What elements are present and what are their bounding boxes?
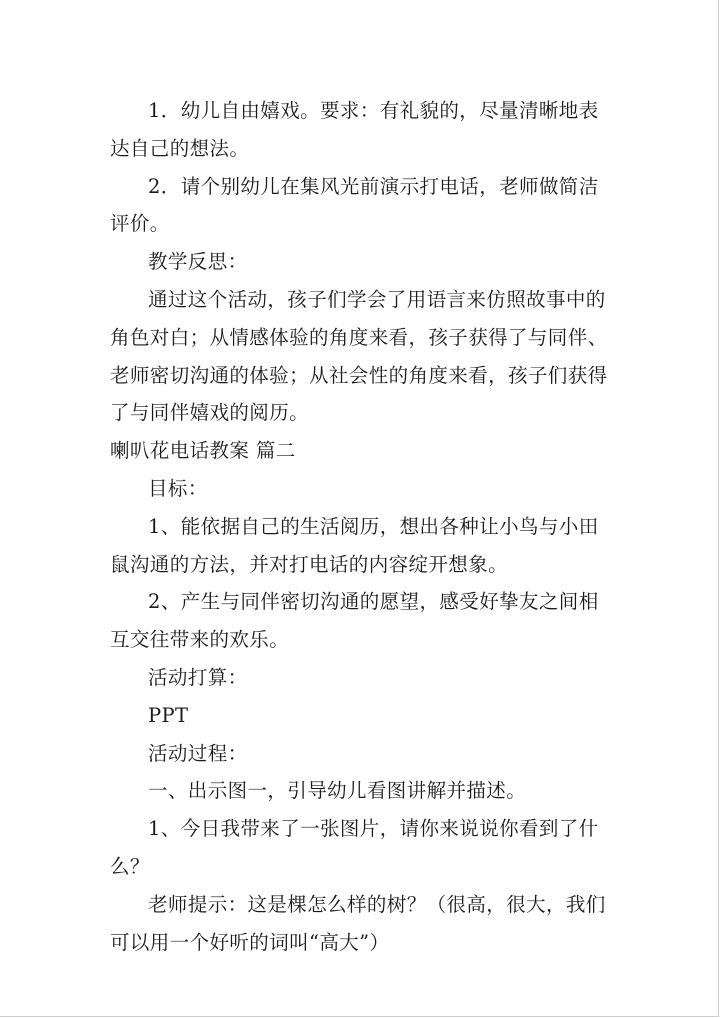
paragraph-step-1: 一、出示图一，引导幼儿看图讲解并描述。 <box>148 779 527 803</box>
paragraph-reflection: 通过这个活动，孩子们学会了用语言来仿照故事中的角色对白；从情感体验的角度来看，孩子获得了与同伴、老师密切沟通的体验；从社会性的角度来看，孩子们获得了与同伴嬉戏的阅历。 <box>110 287 608 425</box>
paragraph-preparation-label: 活动打算： <box>148 665 248 689</box>
paragraph-preparation: PPT <box>148 703 189 727</box>
paragraph-goal-2: 2、产生与同伴密切沟通的愿望，感受好挚友之间相互交往带来的欢乐。 <box>110 590 599 652</box>
document-body <box>110 92 615 961</box>
paragraph-process-label: 活动过程： <box>148 741 248 765</box>
paragraph-goals-label: 目标： <box>148 476 208 500</box>
paragraph-reflection-label: 教学反思： <box>148 250 248 274</box>
paragraph-step-1-1: 1、今日我带来了一张图片，请你来说说你看到了什么？ <box>110 817 599 878</box>
paragraph-goal-1: 1、能依据自己的生活阅历，想出各种让小鸟与小田鼠沟通的方法，并对打电话的内容绽开想象。 <box>110 514 599 576</box>
section-heading: 喇叭花电话教案 篇二 <box>110 439 296 463</box>
paragraph-teacher-hint: 老师提示：这是棵怎么样的树？（很高，很大，我们可以用一个好听的词叫“高大”） <box>110 892 606 954</box>
paragraph-phone-demo: 2．请个别幼儿在集风光前演示打电话，老师做简洁评价。 <box>110 174 599 236</box>
paragraph-free-play: 1．幼儿自由嬉戏。要求：有礼貌的，尽量清晰地表达自己的想法。 <box>110 99 599 160</box>
